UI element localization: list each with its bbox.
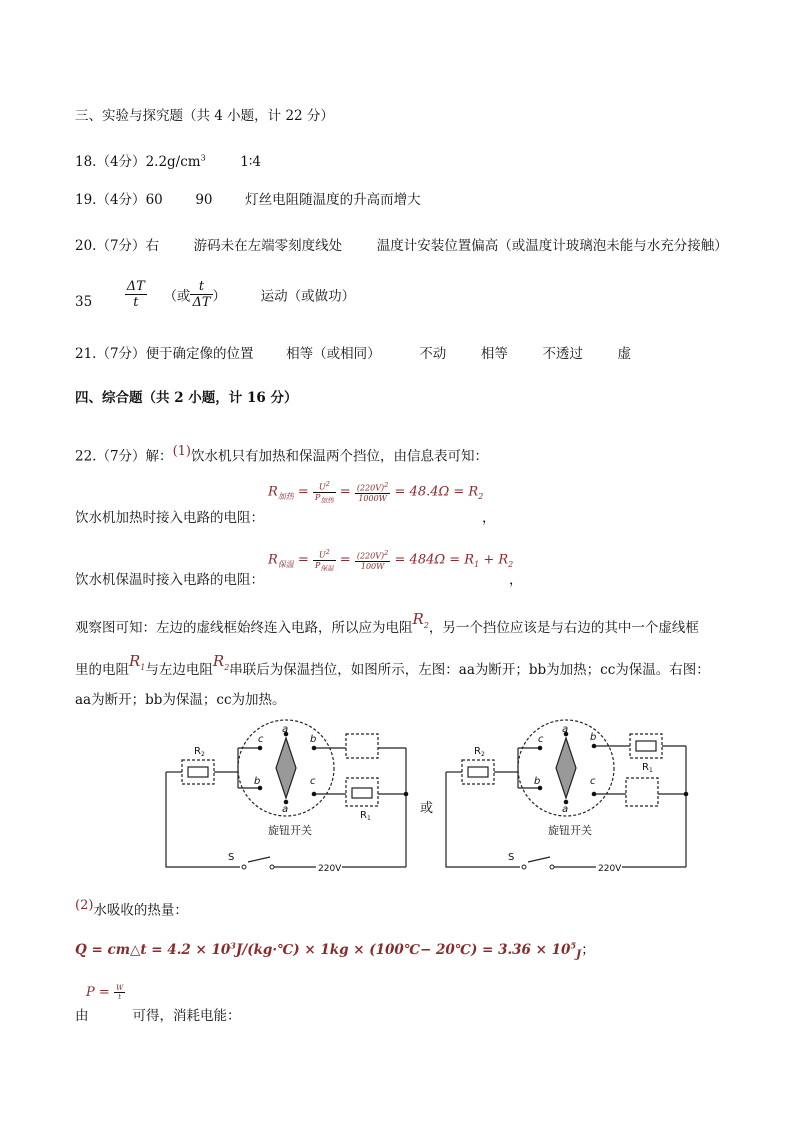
warm-formula-plus: + R [479,552,509,568]
warm-resistance-formula: $R_{保温}$ = $\frac{U^2}{P_{保温}}$ = $\frac{(220V)^2}{100W}$ = $484\Omega = R_1 + R_2$ [268,548,514,573]
warm-formula-num-exp: 2 [384,549,389,558]
left-s-label: S [228,852,235,863]
left-r1-label: R [360,810,367,821]
q21-answer-line [75,342,631,362]
q18-answer-1-exponent: 3 [200,153,206,163]
r2-inline-symbol-2 [213,652,229,670]
heat-formula-lhs-sub: 加热 [277,492,294,502]
q19-answer-line [75,188,421,208]
q20-answer-line-2 [75,266,355,310]
part-2-text: 水吸收的热量： [93,902,188,919]
power-formula-numerator: W [116,984,124,992]
warm-formula-rhs-sub-1: 1 [474,560,480,570]
q21-answer-5: 不透过 [542,346,583,362]
heat-end: ， [482,510,496,526]
q20-answer-6: 运动（或做功） [260,288,356,305]
right-switch-label: 旋钮开关 [548,824,592,837]
power-formula [86,984,125,1001]
q20-fraction-2-numerator: t [190,279,212,295]
q21-answer-1: 便于确定像的位置 [145,346,254,362]
warm-formula-lhs: R [268,552,278,568]
r2-inline-letter-2: R [212,652,225,670]
warm-formula-fraction-1 [313,548,336,572]
heat-formula-den: 1000W [358,493,387,503]
circuit-diagrams [150,712,710,882]
left-circuit-labels [194,724,371,874]
q18-answer-line [75,150,261,170]
heat-formula-rhs: = 48.4Ω = R [394,484,479,500]
left-label-b-right: b [310,734,317,745]
power-text-pre: 由 [75,1008,89,1024]
q22-intro-line [75,444,488,465]
left-r1-sub: 1 [367,815,371,822]
right-label-b-right: b [590,732,597,743]
left-label-a-bottom: a [282,804,289,815]
observation-line-1 [75,610,699,638]
section-3-heading: 三、实验与探究题（共 4 小题，计 22 分） [75,108,334,124]
q-formula-exp-1: 3 [230,940,236,951]
q-formula-part-1: Q = cm△t = 4.2 × 10 [75,942,231,958]
r2-inline-sub-2: 2 [224,663,230,672]
right-r2-label: R [474,746,481,757]
q20-answer-4: 35 [75,294,93,310]
power-text-post: 可得，消耗电能： [132,1008,241,1024]
right-label-c-right: c [590,776,596,787]
right-label-c-left: c [538,734,544,745]
left-r2-label: R [194,746,201,757]
power-text-line [75,1004,241,1024]
heat-text: 饮水机加热时接入电路的电阻： [75,510,264,526]
q22-part-1-mark: (1) [172,444,191,459]
q20-fraction-2-denominator: ΔT [192,295,211,310]
r1-inline-letter: R [129,652,141,670]
r2-inline-letter: R [412,610,424,628]
observation-text-2a: 里的电阻 [75,662,129,678]
warm-formula-den: 100W [360,561,385,571]
right-r1-label: R [642,762,649,773]
heat-formula-lhs: R [268,484,278,500]
q20-fraction-1 [125,279,147,310]
left-label-c-left: c [258,734,264,745]
right-r2-sub: 2 [481,751,485,758]
heat-resistance-formula: $R_{加热}$ = $\frac{U^2}{P_{加热}}$ = $\frac{(220V)^2}{1000W}$ = $48.4\Omega = R_2$ [268,480,484,505]
power-formula-lhs: P = [86,985,110,1000]
q21-answer-3: 不动 [419,346,447,362]
heat-formula-p-sub: 加热 [320,496,334,505]
q19-answer-3: 灯丝电阻随温度的升高而增大 [245,192,421,208]
q21-answer-6: 虚 [617,346,632,362]
observation-line-3: aa为断开；bb为保温；cc为加热。 [75,692,286,708]
q-formula-end: ； [581,942,595,958]
r2-inline-symbol [413,610,429,628]
q20-alt-open: （或 [163,288,191,305]
heat-formula-p: P [314,492,321,502]
heat-formula-u: U [318,482,326,492]
warm-formula-u-exp: 2 [325,548,330,556]
observation-text-1b: ，另一个挡位应该是与右边的其中一个虚线框 [428,620,699,636]
q21-answer-2: 相等（或相同） [286,346,381,362]
right-r1-sub: 1 [649,767,653,774]
q22-label: 22.（7分）解： [75,448,173,465]
right-s-label: S [508,852,515,863]
warm-text-line [75,568,264,588]
warm-formula-p: P [314,560,321,570]
q20-fraction-1-numerator: ΔT [126,279,145,294]
left-voltage-label: 220V [318,864,342,874]
heat-formula-num: (220V) [356,483,385,493]
warm-text: 饮水机保温时接入电路的电阻： [75,572,264,588]
r1-inline-symbol [129,652,145,670]
q18-answer-1: 2.2g/cm [145,154,201,170]
warm-formula-rhs: = 484Ω = R [394,552,475,568]
q20-answer-line [75,234,728,254]
left-label-b-left: b [254,776,261,787]
warm-formula-lhs-sub: 保温 [277,560,294,570]
q21-answer-4: 相等 [480,346,508,362]
heat-formula-num-exp: 2 [384,481,389,490]
part-2-line [75,898,188,919]
left-label-c-right: c [310,776,316,787]
q18-answer-2: 1∶4 [240,154,261,170]
heat-formula-fraction-2 [355,481,391,503]
warm-formula-fraction-2 [355,549,391,571]
q19-label: 19.（4分） [75,192,146,208]
q22-part-2-mark: (2) [75,898,94,913]
q20-fraction-2 [190,279,212,310]
heat-formula-fraction-1 [313,480,336,504]
right-label-b-left: b [534,776,541,787]
heat-formula-rhs-sub: 2 [478,492,484,502]
warm-formula-num: (220V) [356,551,385,561]
power-formula-denominator: t [118,993,122,1001]
power-formula-fraction [114,984,125,1001]
q-formula-unit: J [576,947,582,961]
q20-answer-2: 游码未在左端零刻度线处 [193,238,343,254]
right-label-a-bottom: a [562,804,569,815]
right-label-a-top: a [562,724,569,735]
q20-alt-close: ） [212,288,226,305]
q-formula-exp-2: 5 [570,940,577,951]
observation-text-1: 观察图可知：左边的虚线框始终连入电路，所以应为电阻 [75,620,413,636]
section-4-heading: 四、综合题（共 2 小题，计 16 分） [75,390,298,406]
observation-text-2b: 与左边电阻 [145,662,213,678]
warm-formula-u: U [318,550,326,560]
observation-line-2 [75,652,710,680]
r1-inline-sub: 1 [140,663,146,672]
heat-text-line [75,506,264,526]
warm-formula-rhs-sub-2: 2 [508,560,514,570]
warm-formula-p-sub: 保温 [320,564,334,573]
right-circuit [446,720,688,874]
right-voltage-label: 220V [598,864,622,874]
heat-absorbed-formula [75,938,595,961]
q22-part-1-text: 饮水机只有加热和保温两个挡位，由信息表可知： [190,448,488,465]
left-circuit [166,720,406,867]
q20-answer-1: 右 [145,238,160,254]
q20-answer-3: 温度计安装位置偏高（或温度计玻璃泡未能与水充分接触） [376,238,728,254]
q21-label: 21.（7分） [75,346,146,362]
warm-end: ， [509,572,523,588]
q19-answer-2: 90 [195,192,213,208]
q20-fraction-1-denominator: t [133,295,139,310]
r2-inline-sub: 2 [423,621,429,630]
left-r2-sub: 2 [201,751,205,758]
heat-formula-u-exp: 2 [325,480,330,488]
q-formula-part-2: J/(kg·℃) × 1kg × (100℃− 20℃) = 3.36 × 10 [235,942,571,958]
left-switch-label: 旋钮开关 [268,824,312,837]
or-label: 或 [420,801,434,816]
observation-text-2c: 串联后为保温挡位，如图所示，左图：aa为断开；bb为加热；cc为保温。右图： [229,662,710,678]
q18-label: 18.（4分） [75,154,146,170]
q20-label: 20.（7分） [75,238,146,254]
left-label-a-top: a [282,724,289,735]
q19-answer-1: 60 [145,192,163,208]
